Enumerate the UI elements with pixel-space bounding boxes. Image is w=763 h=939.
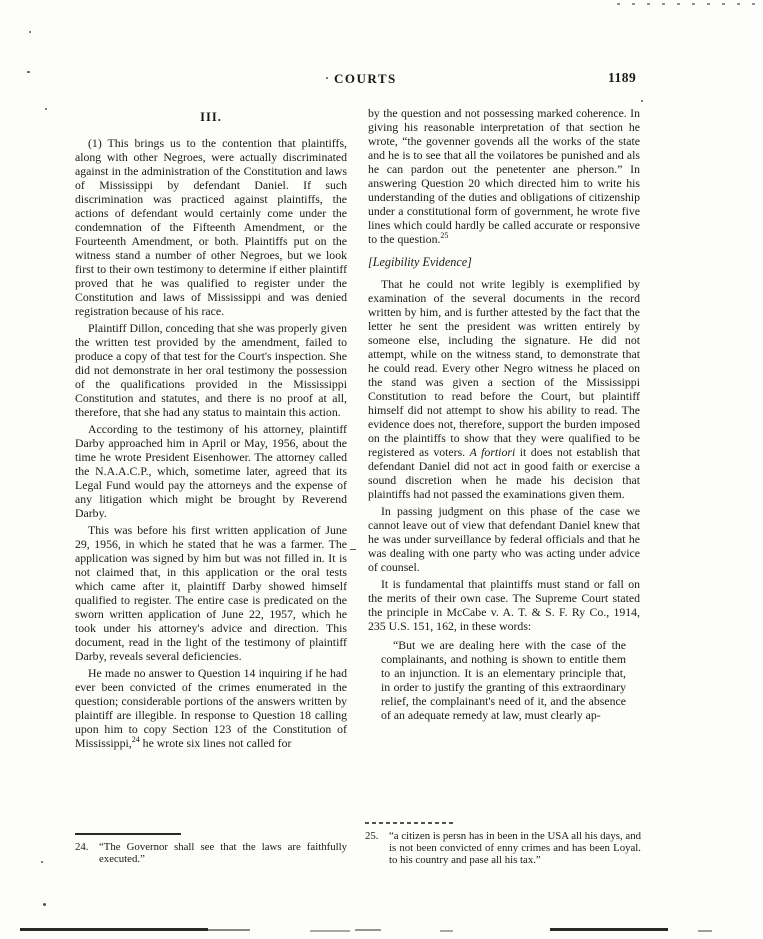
page-number: 1189	[608, 70, 637, 85]
footnote-reference-24: 24	[131, 735, 140, 745]
footnote-separator-right	[365, 822, 453, 824]
scan-speck	[41, 861, 43, 863]
scan-speck	[641, 100, 643, 102]
footnote-24	[75, 833, 347, 866]
subheading-legibility-evidence: [Legibility Evidence]	[368, 255, 472, 269]
paragraph-right-1	[368, 106, 640, 246]
paragraph-right-2-text-cont: it does not establish that defendant Daniel did not act in good faith or exercise a sound discretion when he made his decision that plaintiffs had not passed the examinations given them.	[368, 445, 640, 501]
scan-speck	[350, 549, 356, 550]
scan-speck	[45, 108, 47, 110]
paragraph-right-3: In passing judgment on this phase of the case we cannot leave out of view that defendant Daniel knew that he was under surveillance by federal officials and that he was dealing with one party who was acting under advice of counsel.	[368, 504, 640, 574]
scan-artifact-dotted-line	[617, 3, 763, 5]
block-quote: “But we are dealing here with the case of the complainants, and nothing is shown to entitle them to an injunction. It is an elementary principle that, in order to justify the granting of this extraordinary relief, the complainant's need of it, and the absence of an adequate remedy at law, must clearly ap-	[381, 638, 626, 722]
paragraph-left-5-text: He made no answer to Question 14 inquiring if he had ever been convicted of the crimes enumerated in the question; considerable portions of the answers written by plaintiff are illegible. In response to Question 18 calling upon him to copy Section 123 of the Constitution of Mississippi,	[75, 666, 347, 750]
paragraph-left-2: Plaintiff Dillon, conceding that she was properly given the written test provided by the amendment, failed to produce a copy of that test for the Court's inspection. She did not demonstrate in her oral testimony the possession of the qualifications provided in the Mississippi Constitution and statutes, and there is no proof at all, therefore, that she had any status to maintain this action.	[75, 321, 347, 419]
footnote-24-text: “The Governor shall see that the laws are faithfully executed.”	[99, 841, 347, 865]
paragraph-right-4: It is fundamental that plaintiffs must stand or fall on the merits of their own case. The Supreme Court stated the principle in McCabe v. A. T. & S. F. Ry Co., 1914, 235 U.S. 151, 162, in these words:	[368, 577, 640, 633]
footnote-25-number: 25.	[365, 830, 379, 842]
scan-speck	[326, 77, 328, 79]
paragraph-right-1-text: by the question and not possessing marked coherence. In giving his reasonable interpretation of that section he wrote, “the govenner govends all the works of the state and he is to see that all the voilatores be punished and als he can pardon out the penetenter ane pherson.” In answering Question 20 which directed him to write his understanding of the duties and obligations of citizenship under a constitutional form of government, he wrote five lines which could hardly be called accurate or responsive to the question.	[368, 106, 640, 246]
scan-speck	[29, 31, 31, 33]
page-edge-line	[310, 930, 350, 932]
footnote-separator-left	[75, 833, 181, 835]
left-column	[75, 106, 347, 753]
page-edge-line	[440, 930, 453, 932]
running-title: COURTS	[334, 71, 397, 86]
footnote-25	[365, 822, 641, 866]
paragraph-right-2	[368, 277, 640, 501]
paragraph-left-5-text-cont: he wrote six lines not called for	[139, 736, 292, 750]
paragraph-left-5	[75, 666, 347, 750]
paragraph-left-1: (1) This brings us to the contention that plaintiffs, along with other Negroes, were actually discriminated against in the administration of the Constitution and laws of Mississippi by defendant Daniel. If such discrimination was practiced against plaintiffs, the actions of defendant would certainly come under the condemnation of the Fifteenth Amendment, or the Fourteenth Amendment, or both. Plaintiffs put on the witness stand a number of other Negroes, but we look first to their own testimony to determine if either plaintiff proved that he was qualified to register under the Constitution and laws of Mississippi and was denied registration because of his race.	[75, 136, 347, 318]
latin-phrase: A fortiori	[469, 445, 516, 459]
text-columns	[75, 106, 640, 753]
footnote-24-number: 24.	[75, 841, 89, 853]
paragraph-left-3: According to the testimony of his attorney, plaintiff Darby approached him in April or May, 1956, about the time he wrote President Eisenhower. The attorney called the N.A.A.C.P., which, sometime later, agreed that its Legal Fund would pay the attorneys and the expense of any litigation which might be brought by Reverend Darby.	[75, 422, 347, 520]
paragraph-right-2-text: That he could not write legibly is exemplified by examination of the several documents in the record written by him, and is further attested by the fact that the letter he sent the president was written entirely by someone else, including the signature. He did not attempt, while on the witness stand, to demonstrate that he could read. Every other Negro witness he placed on the stand was given a section of the Mississippi Constitution to read before the Court, but plaintiff himself did not attempt to show his ability to read. The evidence does not, therefore, support the burden imposed on the plaintiffs to show that they were qualified to be registered as voters.	[368, 277, 640, 459]
page-edge-line	[550, 928, 668, 931]
paragraph-left-4: This was before his first written application of June 29, 1956, in which he stated that he was a farmer. The application was signed by him but was not filled in. It is not claimed that, in this application or the oral tests which came after it, plaintiff Darby showed himself qualified to register. The entire case is predicated on the sworn written application of June 22, 1957, which he took under his attorney's advice and direction. This document, read in the light of the testimony of plaintiff Darby, reveals several deficiencies.	[75, 523, 347, 663]
page-edge-line	[20, 928, 208, 931]
footnote-25-text: “a citizen is persn has in been in the USA all his days, and is not been convicted of enny crimes and has been Loyal. to his country and pase all his tax.”	[389, 830, 641, 866]
scan-speck	[27, 71, 30, 73]
page-edge-line	[355, 929, 381, 931]
page-edge-line	[698, 930, 712, 932]
right-column	[368, 106, 640, 753]
footnote-reference-25: 25	[440, 231, 449, 241]
scan-speck	[43, 903, 46, 906]
section-heading: III.	[200, 110, 222, 124]
page-edge-line	[208, 929, 250, 931]
